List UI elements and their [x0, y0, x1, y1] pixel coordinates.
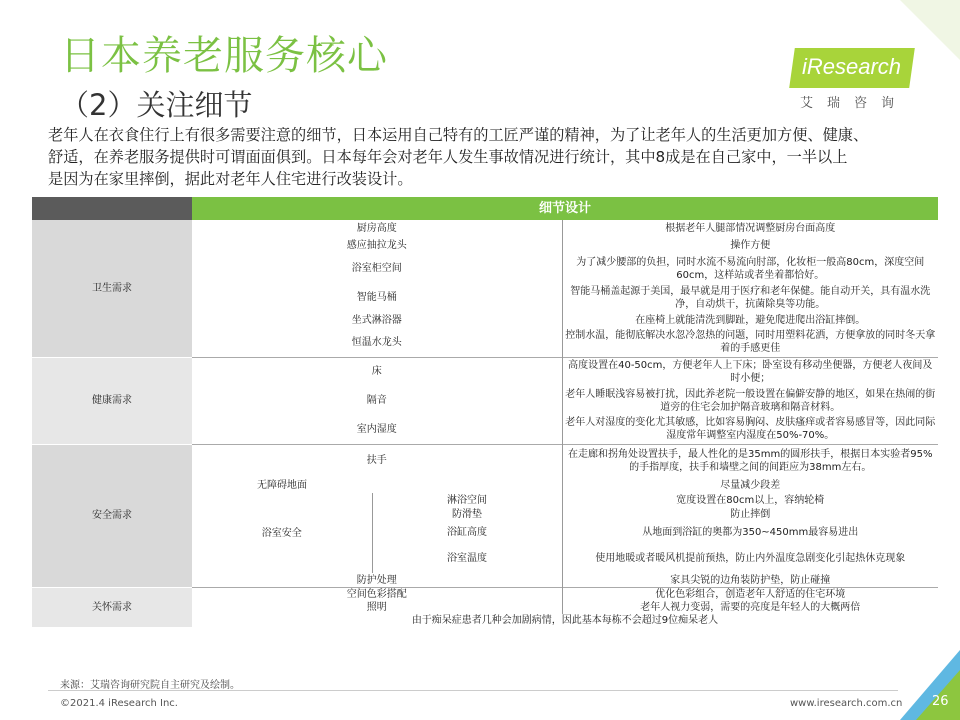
category-safety: 安全需求 [32, 444, 192, 588]
footer-url: www.iresearch.com.cn [790, 698, 903, 709]
table-desc: 为了减少腰部的负担，同时水流不易流向肘部，化妆柜一般高80cm，深度空间60cm，这样站或者坐着都恰好。 [576, 256, 925, 281]
table-desc: 从地面到浴缸的奥都为350~450mm最容易进出 [642, 526, 859, 538]
intro-line: 舒适，在养老服务提供时可谓面面俱到。日本每年会对老年人发生事故情况进行统计，其中8成是在自己家中，一半以上 [48, 148, 848, 166]
table-desc: 在座椅上就能清洗到脚趾，避免爬进爬出浴缸摔倒。 [635, 314, 866, 326]
table-desc: 老年人睡眠浅容易被打扰，因此养老院一般设置在偏僻安静的地区，如果在热闹的街道旁的住宅会加护隔音玻璃和隔音材料。 [565, 388, 936, 413]
table-desc: 使用地暖或者暖风机提前预热，防止内外温度急剧变化引起热休克现象 [595, 552, 906, 564]
intro-line: 是因为在家里摔倒，据此对老年人住宅进行改装设计。 [48, 170, 413, 188]
logo-brand: iResearch [802, 54, 902, 79]
table-item: 隔音 [192, 386, 562, 415]
table-item-blank [372, 477, 562, 493]
page-title: 日本养老服务核心 [60, 33, 388, 79]
category-health: 健康需求 [32, 357, 192, 444]
table-item: 智能马桶 [192, 283, 562, 312]
table-item: 厨房高度 [192, 220, 562, 236]
table-item: 感应抽拉龙头 [192, 236, 562, 254]
logo-cn: 艾瑞咨询 [800, 96, 909, 111]
table-item: 浴室柜空间 [192, 254, 562, 283]
table-item: 浴室温度 [372, 543, 562, 573]
table-desc: 宽度设置在80cm以上，容纳轮椅 [676, 494, 825, 506]
table-desc: 控制水温，能彻底解决水忽冷忽热的问题，同时用塑料花洒，方便拿放的同时冬天拿着的手感更佳 [565, 330, 936, 355]
table-desc: 尽量减少段差 [720, 479, 781, 491]
page-number: 26 [932, 694, 949, 709]
table-item: 恒温水龙头 [192, 328, 562, 357]
table-item: 扶手 [192, 444, 562, 477]
iresearch-logo [792, 48, 912, 111]
table-desc: 优化色彩组合，创造老年人舒适的住宅环境 [562, 588, 938, 602]
intro-paragraph [48, 124, 908, 190]
table-desc: 高度设置在40-50cm，方便老年人上下床；卧室设有移动坐便器，方便老人夜间及时小便； [562, 357, 938, 386]
table-item: 防护处理 [192, 573, 562, 587]
table-desc: 防止摔倒 [730, 508, 771, 520]
table-desc: 老年人对湿度的变化尤其敏感，比如容易胸闷、皮肤瘙痒或者容易感冒等，因此同际湿度常年调整室内湿度在50%-70%。 [565, 417, 936, 442]
copyright: ©2021.4 iResearch Inc. [60, 698, 178, 709]
table-desc: 家具尖锐的边角装防护垫，防止碰撞 [670, 574, 831, 586]
table-item: 无障碍地面 [257, 479, 307, 491]
table-header: 细节设计 [192, 197, 938, 220]
table-header-blank [32, 197, 192, 220]
table-item: 防滑垫 [372, 507, 562, 521]
footer-divider [48, 690, 898, 691]
table-item: 坐式淋浴器 [192, 312, 562, 328]
table-desc: 操作方便 [730, 239, 771, 251]
table-item: 浴缸高度 [372, 521, 562, 543]
table-item: 淋浴空间 [372, 493, 562, 507]
table-item: 空间色彩搭配 [192, 588, 562, 602]
intro-line: 老年人在衣食住行上有很多需要注意的细节，日本运用自己特有的工匠严谨的精神，为了让老年人的生活更加方便、健康、 [48, 126, 869, 144]
table-item: 室内湿度 [192, 415, 562, 444]
source-note: 来源：艾瑞咨询研究院自主研究及绘制。 [60, 680, 240, 691]
table-desc: 智能马桶盖起源于美国，最早就是用于医疗和老年保健。能自动开关，具有温水洗净，自动烘干，抗菌除臭等功能。 [570, 285, 931, 310]
table-desc: 在走廊和拐角处设置扶手，最人性化的是35mm的圆形扶手，根据日本实验者95%的手指厚度，扶手和墙壁之间的间距应为38mm左右。 [562, 444, 938, 477]
table-desc: 根据老年人腿部情况调整厨房台面高度 [665, 222, 836, 234]
detail-table [32, 197, 938, 628]
table-desc: 老年人视力变弱，需要的亮度是年轻人的大概两倍 [640, 602, 861, 613]
category-hygiene: 卫生需求 [32, 220, 192, 357]
table-item: 床 [192, 357, 562, 386]
table-note: 由于痴呆症患者几种会加剧病情，因此基本每栋不会超过9位痴呆老人 [411, 615, 719, 626]
category-care: 关怀需求 [32, 588, 192, 628]
table-item: 浴室安全 [192, 493, 372, 573]
page-subtitle: （2）关注细节 [60, 88, 253, 122]
table-item: 照明 [192, 601, 562, 614]
